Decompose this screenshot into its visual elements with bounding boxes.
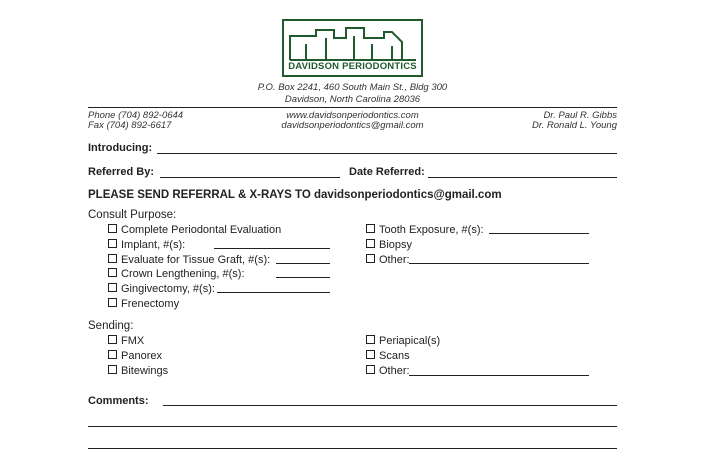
consult-purpose-label: Consult Purpose: (88, 209, 177, 221)
consult-option-frenectomy[interactable]: Frenectomy (108, 298, 179, 310)
checkbox[interactable] (108, 283, 117, 292)
consult-option-biopsy[interactable]: Biopsy (366, 239, 412, 251)
logo-text: DAVIDSON PERIODONTICS (288, 61, 417, 72)
fax-number: Fax (704) 892-6617 (88, 120, 172, 131)
comments-label: Comments: (88, 395, 149, 407)
building-skyline-icon (288, 24, 418, 62)
checkbox[interactable] (108, 298, 117, 307)
tooth-exposure-teeth-field[interactable] (489, 233, 589, 234)
consult-option-other[interactable]: Other: (366, 254, 410, 266)
checkbox[interactable] (366, 224, 375, 233)
checkbox[interactable] (108, 268, 117, 277)
checkbox[interactable] (108, 254, 117, 263)
checkbox[interactable] (366, 335, 375, 344)
sending-option-periapicals[interactable]: Periapical(s) (366, 335, 440, 347)
date-referred-field[interactable] (428, 177, 617, 178)
consult-option-crown-lengthening[interactable]: Crown Lengthening, #(s): (108, 268, 245, 280)
referral-notice: PLEASE SEND REFERRAL & X-RAYS TO davidsonperiodontics@gmail.com (88, 189, 502, 201)
referred-by-label: Referred By: (88, 166, 155, 178)
comments-line-3[interactable] (88, 448, 617, 449)
phone-number: Phone (704) 892-0644 (88, 110, 184, 121)
introducing-label: Introducing: (88, 142, 153, 154)
consult-option-implant[interactable]: Implant, #(s): (108, 239, 185, 251)
crown-lengthening-teeth-field[interactable] (276, 277, 330, 278)
sending-option-scans[interactable]: Scans (366, 350, 410, 362)
checkbox[interactable] (366, 365, 375, 374)
checkbox[interactable] (108, 365, 117, 374)
checkbox[interactable] (108, 335, 117, 344)
consult-option-tissue-graft[interactable]: Evaluate for Tissue Graft, #(s): (108, 254, 270, 266)
doctor-name-2: Dr. Ronald L. Young (531, 120, 617, 131)
checkbox[interactable] (366, 350, 375, 359)
checkbox[interactable] (108, 224, 117, 233)
header-divider (88, 107, 617, 108)
comments-line-1[interactable] (163, 405, 617, 406)
email-link[interactable]: davidsonperiodontics@gmail.com (281, 120, 424, 131)
sending-option-other[interactable]: Other: (366, 365, 410, 377)
checkbox[interactable] (366, 254, 375, 263)
sending-label: Sending: (88, 320, 134, 332)
consult-other-field[interactable] (409, 263, 589, 264)
implant-teeth-field[interactable] (214, 248, 330, 249)
tissue-graft-teeth-field[interactable] (276, 263, 330, 264)
doctor-name-1: Dr. Paul R. Gibbs (543, 110, 617, 121)
consult-option-periodontal-evaluation[interactable]: Complete Periodontal Evaluation (108, 224, 281, 236)
consult-option-tooth-exposure[interactable]: Tooth Exposure, #(s): (366, 224, 484, 236)
date-referred-label: Date Referred: (349, 166, 425, 178)
sending-other-field[interactable] (409, 375, 589, 376)
address-line-1: P.O. Box 2241, 460 South Main St., Bldg 300 (257, 82, 448, 93)
sending-option-fmx[interactable]: FMX (108, 335, 144, 347)
checkbox[interactable] (108, 239, 117, 248)
sending-option-panorex[interactable]: Panorex (108, 350, 162, 362)
address-line-2: Davidson, North Carolina 28036 (284, 94, 421, 105)
website-link[interactable]: www.davidsonperiodontics.com (286, 110, 419, 121)
checkbox[interactable] (366, 239, 375, 248)
comments-line-2[interactable] (88, 426, 617, 427)
introducing-field[interactable] (157, 153, 617, 154)
checkbox[interactable] (108, 350, 117, 359)
practice-logo (282, 19, 423, 77)
consult-option-gingivectomy[interactable]: Gingivectomy, #(s): (108, 283, 215, 295)
sending-option-bitewings[interactable]: Bitewings (108, 365, 168, 377)
referred-by-field[interactable] (160, 177, 340, 178)
gingivectomy-teeth-field[interactable] (217, 292, 330, 293)
